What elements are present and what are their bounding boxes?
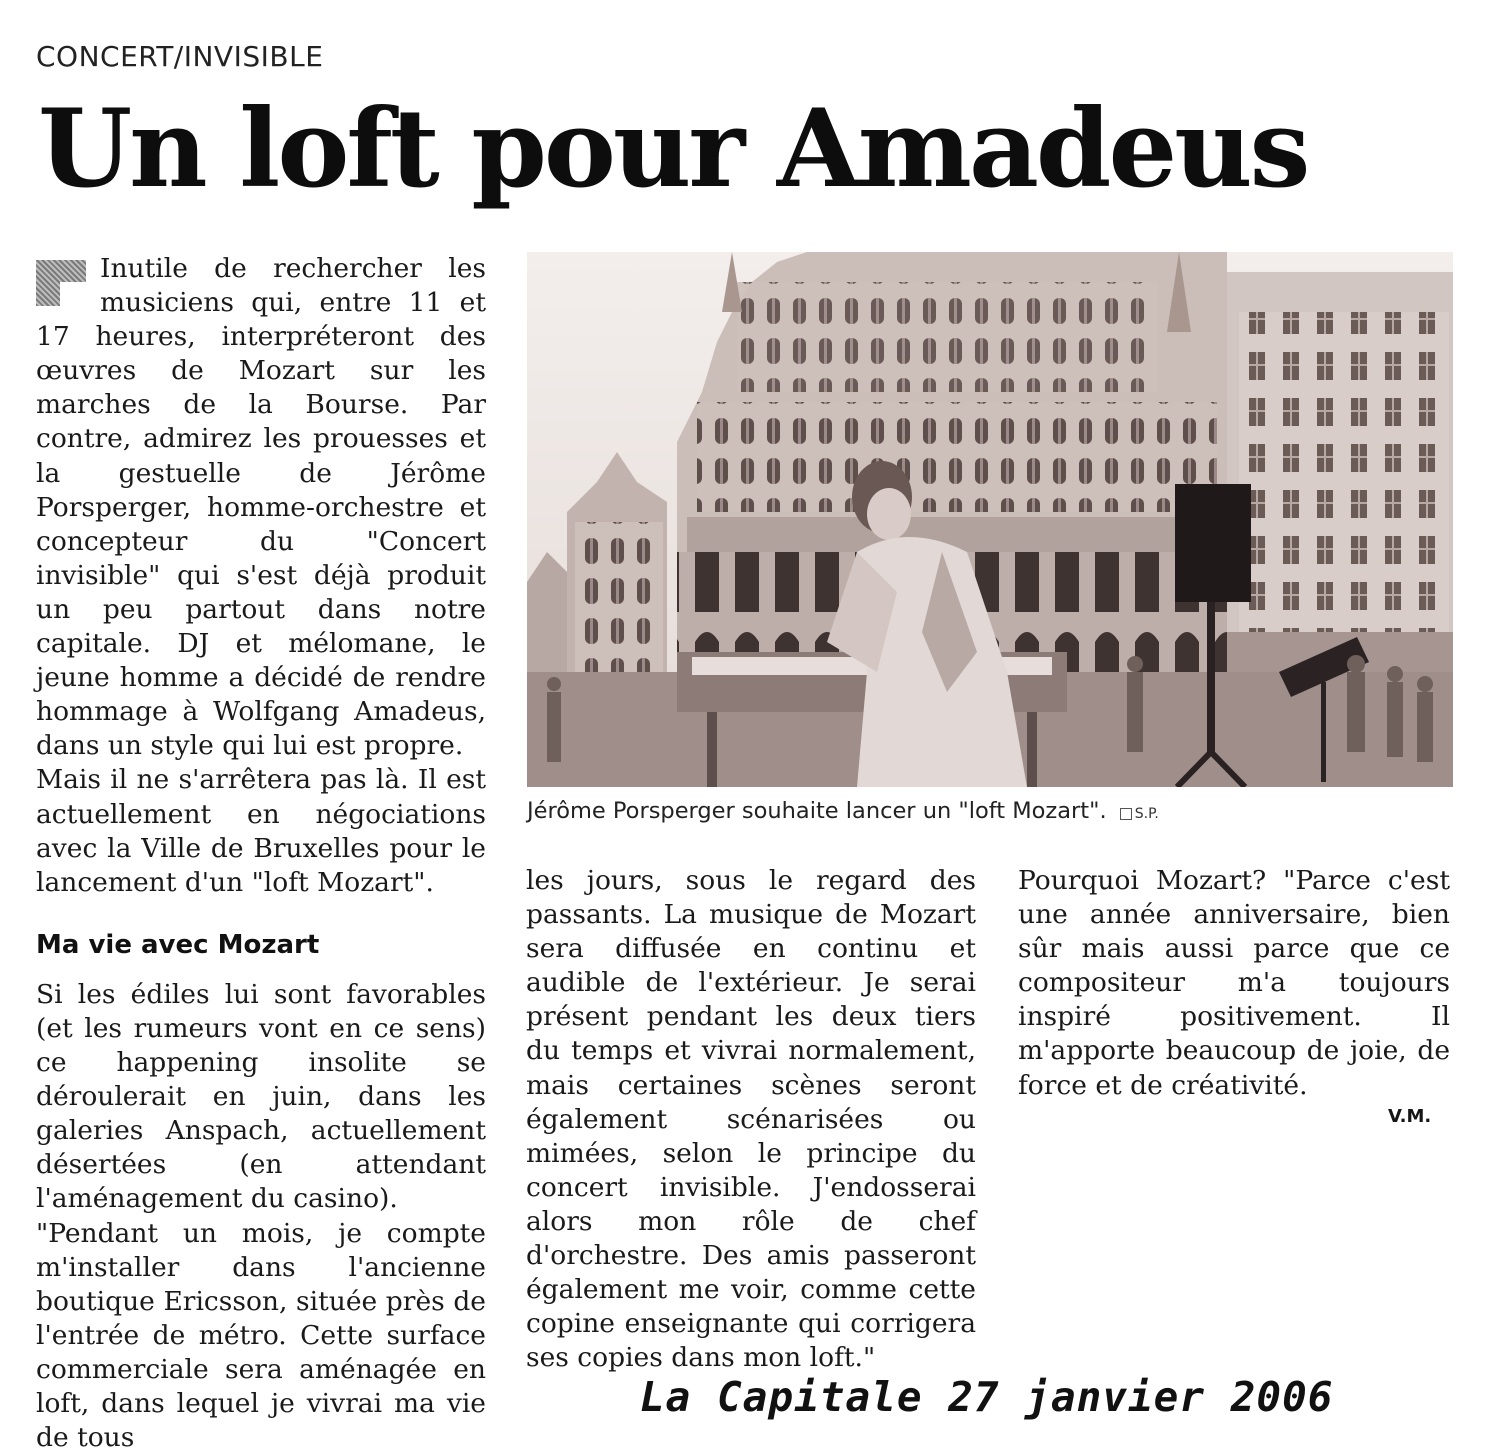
- article-headline: Un loft pour Amadeus: [38, 86, 1308, 212]
- caption-text: Jérôme Porsperger souhaite lancer un "loft Mozart".: [527, 798, 1107, 824]
- paragraph-negotiations: Mais il ne s'arrêtera pas là. Il est actuellement en négociations avec la Ville de Bruxelles pour le lancement d'un "loft Mozart".: [36, 764, 486, 898]
- credit-text: S.P.: [1134, 806, 1159, 822]
- section-kicker: CONCERT/INVISIBLE: [36, 40, 324, 73]
- photo-caption: [527, 798, 1159, 824]
- article-column-middle: [526, 864, 976, 1375]
- article-subheading: Ma vie avec Mozart: [36, 929, 320, 960]
- camera-credit-icon: [1120, 808, 1132, 820]
- lead-ornament: [36, 260, 86, 306]
- lead-paragraph: [36, 252, 486, 763]
- article-photo: [527, 252, 1453, 787]
- source-line: La Capitale 27 janvier 2006: [640, 1373, 1334, 1421]
- lead-text: Inutile de rechercher les musiciens qui, entre 11 et 17 heures, interpréteront des œuvres de Mozart sur les marches de la Bourse. Par contre, admirez les prouesses et la gestuelle de Jérôme Porsperger, homme-orchestre et concepteur du "Concert invisible" qui s'est déjà produit un peu partout dans notre capitale. DJ et mélomane, le jeune homme a décidé de rendre hommage à Wolfgang Amadeus, dans un style qui lui est propre.: [36, 253, 486, 762]
- paragraph-quote-start: "Pendant un mois, je compte m'installer dans l'ancienne boutique Ericsson, située près de l'entrée de métro. Cette surface commerciale sera aménagée en loft, dans lequel je vivrai ma vie de tous: [36, 1217, 486, 1454]
- photo-illustration: [527, 252, 1453, 787]
- article-column-right: [1018, 864, 1450, 1103]
- author-signature: V.M.: [1388, 1106, 1432, 1127]
- paragraph-why-mozart: Pourquoi Mozart? "Parce c'est une année anniversaire, bien sûr mais aussi parce que ce compositeur m'a toujours inspiré positivement. Il m'apporte beaucoup de joie, de force et de créativité.: [1018, 865, 1450, 1101]
- paragraph-loft-life: les jours, sous le regard des passants. La musique de Mozart sera diffusée en continu et audible de l'extérieur. Je serai présent pendant les deux tiers du temps et vivrai normalement, mais certaines scènes seront également scénarisées ou mimées, selon le principe du concert invisible. J'endosserai alors mon rôle de chef d'orchestre. Des amis passeront également me voir, comme cette copine enseignante qui corrigera ses copies dans mon loft.": [526, 865, 976, 1374]
- paragraph-happening: Si les édiles lui sont favorables (et les rumeurs vont en ce sens) ce happening insolite se déroulerait en juin, dans les galeries Anspach, actuellement désertées (en attendant l'aménagement du casino).: [36, 978, 486, 1215]
- article-column-left: [36, 252, 486, 1455]
- photo-credit: [1120, 806, 1159, 822]
